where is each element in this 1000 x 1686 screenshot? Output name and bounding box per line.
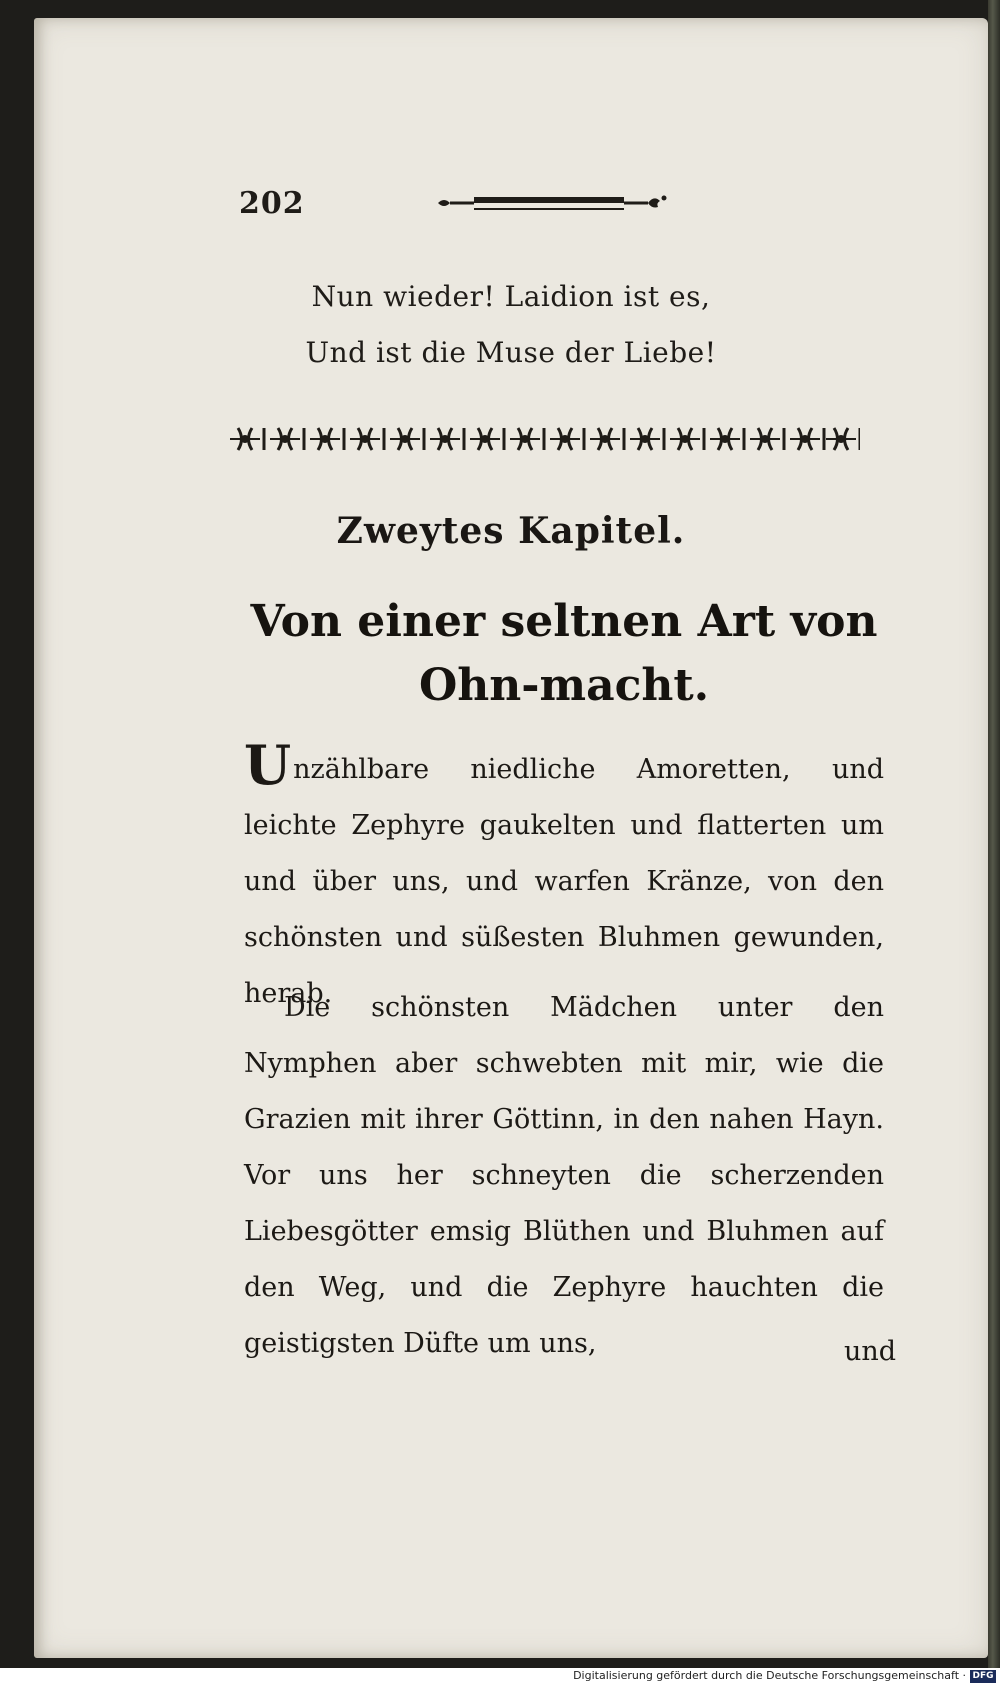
ornament-divider [230,422,860,456]
book-page [34,18,988,1658]
initial-letter: U [244,733,292,797]
dfg-logo: DFG [970,1670,996,1683]
book-cover-edge [988,0,1000,1668]
footer-credit: Digitalisierung gefördert durch die Deutsche Forschungsgemeinschaft · [573,1669,966,1682]
verse-line-2: Und ist die Muse der Liebe! [305,336,717,369]
verse-line-1: Nun wieder! Laidion ist es, [311,280,711,313]
footer [0,1668,1000,1686]
header-rule-ornament [434,190,674,216]
paragraph-2: Die schönsten Mädchen unter den Nymphen aber schwebten mit mir, wie die Grazien mit ihrer Göttinn, in den nahen Hayn. Vor uns her schneyten die scherzenden Liebesgötter emsig Blüthen und Bluhmen auf den Weg, und die Zephyre hauchten die geistigsten Düfte um uns, [244,992,884,1359]
catchword: und [844,1336,897,1367]
paragraph-1-text: nzählbare niedliche Amoretten, und leichte Zephyre gaukelten und flatterten um und über uns, und warfen Kränze, von den schönsten und süßesten Bluhmen gewunden, herab. [244,754,884,1009]
chapter-heading: Zweytes Kapitel. [336,510,686,552]
page-number: 202 [239,186,305,221]
chapter-title: Von einer seltnen Art von Ohn-macht. [250,596,878,711]
